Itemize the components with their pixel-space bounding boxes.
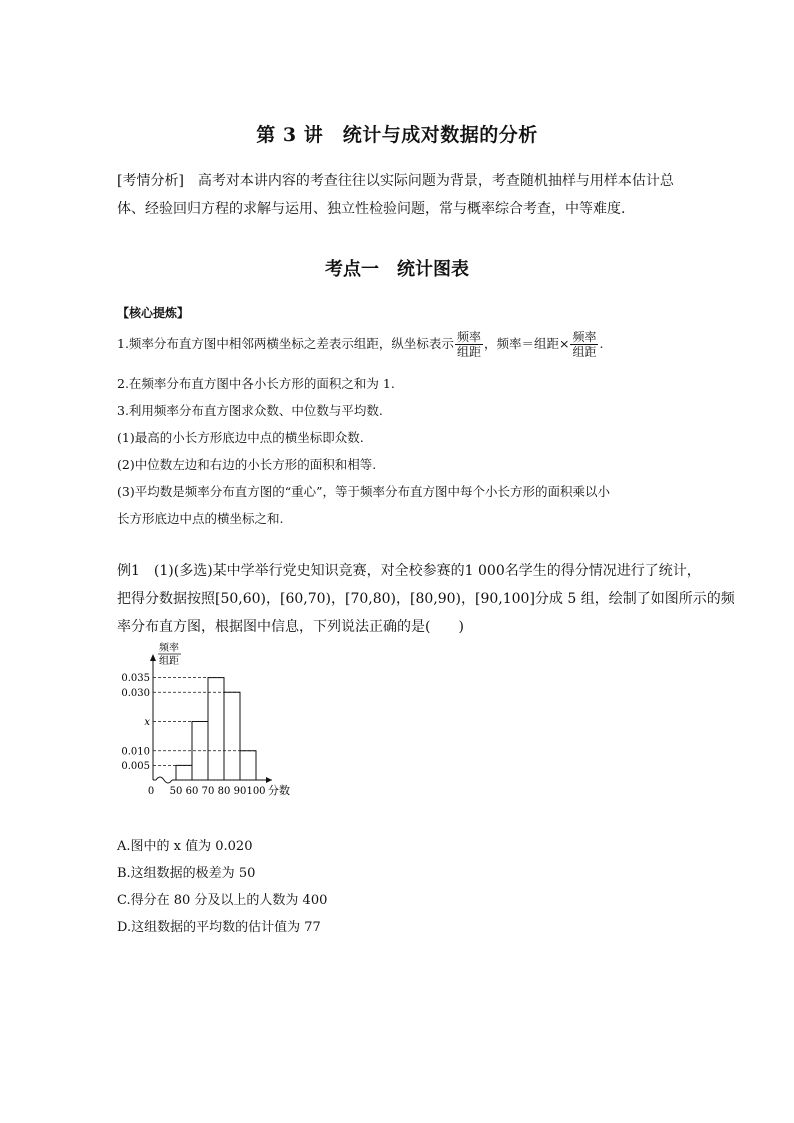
core-item-1-text-b: ，频率＝组距× <box>483 336 570 351</box>
y-axis-label-denominator: 组距 <box>159 656 179 667</box>
core-item-3: 3.利用频率分布直方图求众数、中位数与平均数. <box>117 403 383 418</box>
option-b: B.这组数据的极差为 50 <box>117 866 256 881</box>
core-item-1-text-c: . <box>599 336 604 351</box>
section-title: 考点一 统计图表 <box>325 259 469 280</box>
y-axis-arrow <box>150 654 156 661</box>
histogram-bar-4 <box>240 751 256 780</box>
x-tick-label-3: 80 <box>217 786 231 797</box>
y-tick-label-4: 0.035 <box>121 673 150 685</box>
fraction-denominator-2: 组距 <box>572 345 597 359</box>
core-item-3-3b: 长方形底边中点的横坐标之和. <box>117 511 284 526</box>
histogram-bar-0 <box>176 765 192 780</box>
example-line-3: 率分布直方图，根据图中信息，下列说法正确的是( ) <box>117 619 464 635</box>
x-axis-arrow <box>266 777 272 783</box>
x-tick-label-4: 90 <box>233 786 247 797</box>
option-d: D.这组数据的平均数的估计值为 77 <box>117 920 321 935</box>
fraction-denominator: 组距 <box>456 345 481 359</box>
histogram-bar-2 <box>208 678 224 780</box>
page-title: 第 3 讲 统计与成对数据的分析 <box>256 124 538 146</box>
core-item-1-text-a: 1.频率分布直方图中相邻两横坐标之差表示组距，纵坐标表示 <box>117 336 454 351</box>
x-tick-label-1: 60 <box>185 786 199 797</box>
axis-break <box>156 777 172 783</box>
histogram-chart <box>110 640 330 805</box>
core-item-1 <box>117 330 603 359</box>
option-c: C.得分在 80 分及以上的人数为 400 <box>117 893 328 908</box>
x-origin-label: 0 <box>147 786 155 797</box>
y-tick-label-3: 0.030 <box>121 687 150 699</box>
example-line-2: 把得分数据按照[50,60)，[60,70)，[70,80)，[80,90)，[90,100]分成 5 组，绘制了如图所示的频 <box>117 591 735 607</box>
y-tick-label-0: 0.005 <box>121 760 150 772</box>
core-heading: 【核心提炼】 <box>117 306 190 320</box>
core-item-3-3a: (3)平均数是频率分布直方图的“重心”，等于频率分布直方图中每个小长方形的面积乘以小 <box>117 484 610 499</box>
fraction-frequency-over-width <box>455 330 483 359</box>
y-axis-label-numerator: 频率 <box>159 643 179 654</box>
analysis-line-1: [考情分析] 高考对本讲内容的考查往往以实际问题为背景，考查随机抽样与用样本估计总 <box>117 173 674 189</box>
y-tick-label-1: 0.010 <box>121 746 150 758</box>
fraction-numerator: 频率 <box>456 330 481 344</box>
fraction-frequency-over-width-2 <box>570 330 598 359</box>
core-item-3-1: (1)最高的小长方形底边中点的横坐标即众数. <box>117 430 364 445</box>
x-tick-label-0: 50 <box>169 786 183 797</box>
x-axis-label: 分数 <box>268 784 290 797</box>
histogram-bar-3 <box>224 692 240 780</box>
example-line-1: 例1 (1)(多选)某中学举行党史知识竞赛，对全校参赛的1 000名学生的得分情况进行了统计， <box>117 563 701 579</box>
x-tick-label-2: 70 <box>201 786 215 797</box>
core-item-2: 2.在频率分布直方图中各小长方形的面积之和为 1. <box>117 376 395 391</box>
option-a: A.图中的 x 值为 0.020 <box>117 839 253 854</box>
y-tick-label-2: x <box>144 717 150 728</box>
histogram-layer <box>121 641 290 797</box>
fraction-numerator-2: 频率 <box>572 330 597 344</box>
x-tick-label-5: 100 <box>246 786 266 797</box>
analysis-line-2: 体、经验回归方程的求解与运用、独立性检验问题，常与概率综合考查，中等难度. <box>117 201 626 217</box>
core-item-3-2: (2)中位数左边和右边的小长方形的面积和相等. <box>117 457 377 472</box>
